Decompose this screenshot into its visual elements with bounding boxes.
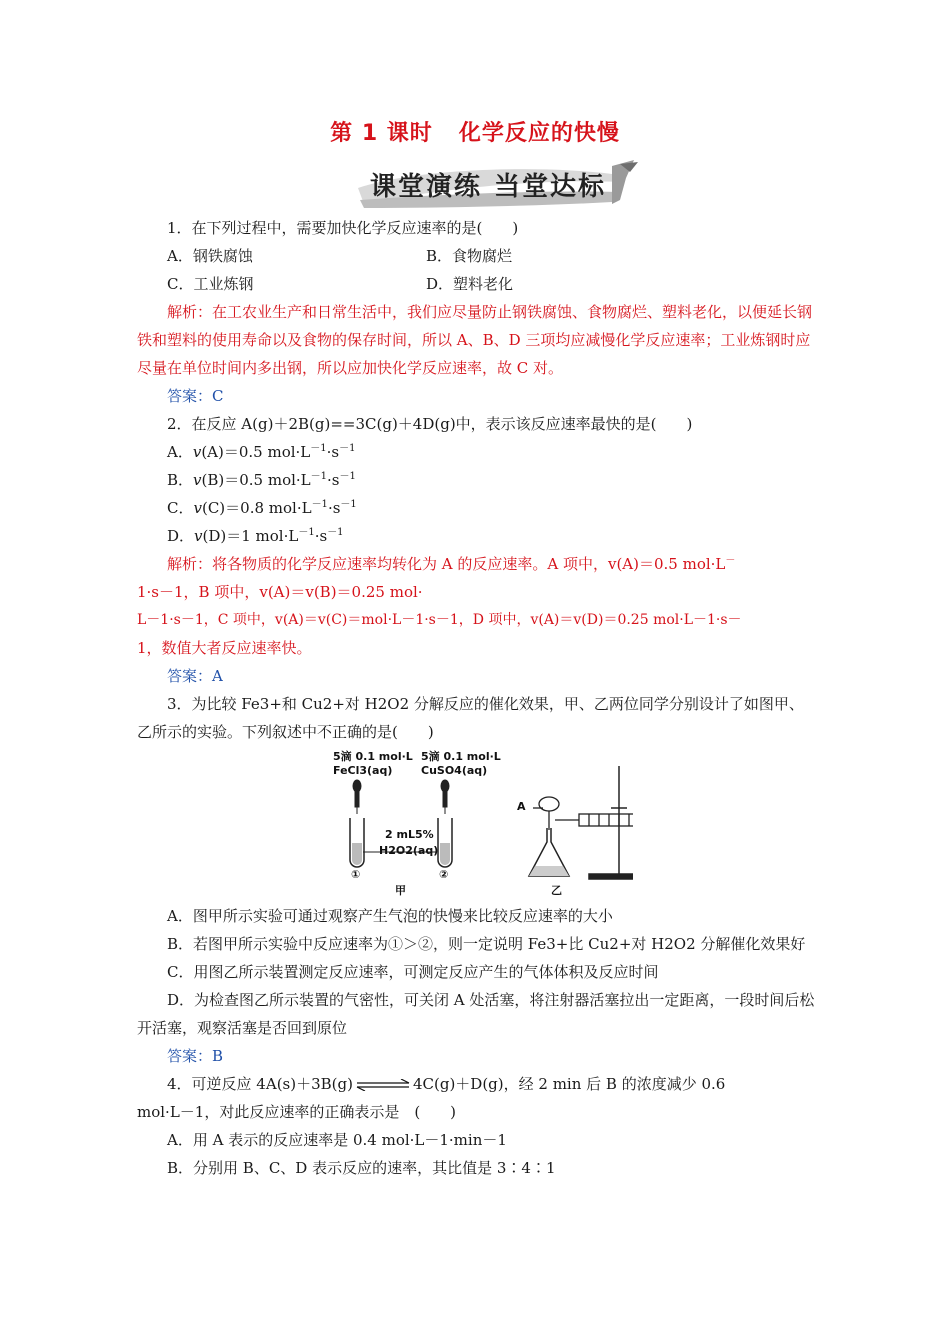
dropper-right-icon bbox=[441, 780, 449, 814]
conical-flask-icon bbox=[529, 828, 569, 876]
reversible-arrow-icon bbox=[355, 1079, 411, 1091]
option-value: (A)＝0.5 mol·L bbox=[201, 443, 311, 461]
rate-symbol: v bbox=[193, 471, 202, 489]
q4-stem-part-b: 4C(g)＋D(g)，经 2 min 后 B 的浓度减少 0.6 bbox=[412, 1075, 726, 1093]
q4-option-a: A．用 A 表示的反应速率是 0.4 mol·L－1·min－1 bbox=[167, 1131, 507, 1149]
unit-s: ·s bbox=[327, 471, 340, 489]
dropper-left-icon bbox=[353, 780, 361, 814]
exponent: －1 bbox=[298, 527, 315, 538]
q1-options-row-1 bbox=[137, 242, 817, 270]
q1-answer: 答案：C bbox=[167, 387, 224, 405]
q2-analysis-line-2: 1·s－1，B 项中，v(A)＝v(B)＝0.25 mol· bbox=[137, 583, 423, 601]
banner-text-b: 当堂达标 bbox=[494, 172, 607, 202]
q1-analysis: 解析：在工农业生产和日常生活中，我们应尽量防止钢铁腐蚀、食物腐烂、塑料老化，以便延长钢铁和塑料的使用寿命以及食物的保存时间，所以 A、B、D 三项均应减慢化学反应速率；工业炼钢时应尽量在单位时间内多出钢，所以应加快化学反应速率，故 C 对。 bbox=[137, 303, 813, 377]
q3-stem: 3．为比较 Fe3+和 Cu2+对 H2O2 分解反应的催化效果，甲、乙两位同学分别设计了如图甲、乙所示的实验。下列叙述中不正确的是( ) bbox=[137, 695, 804, 741]
lesson-number: 第 1 课时 bbox=[330, 121, 433, 146]
exponent: － bbox=[725, 555, 736, 566]
q2-equals-sign: == bbox=[330, 415, 356, 433]
q3-option-a: A．图甲所示实验可通过观察产生气泡的快慢来比较反应速率的大小 bbox=[167, 907, 613, 925]
q4-stem-line-2: mol·L－1，对此反应速率的正确表示是 ( ) bbox=[137, 1103, 457, 1121]
q2-option-b bbox=[137, 466, 817, 494]
q4-option-b: B．分别用 B、C、D 表示反应的速率，其比值是 3∶4∶1 bbox=[167, 1159, 556, 1177]
gas-syringe-icon bbox=[555, 812, 633, 828]
rate-symbol: v bbox=[192, 443, 202, 461]
banner-text-a: 课堂演练 bbox=[370, 172, 483, 202]
q3-option-d: D．为检查图乙所示装置的气密性，可关闭 A 处活塞，将注射器活塞拉出一定距离，一段时间后松开活塞，观察活塞是否回到原位 bbox=[137, 991, 815, 1037]
exponent: －1 bbox=[340, 499, 357, 510]
valve-a-label: A bbox=[517, 800, 526, 813]
question-content bbox=[137, 214, 817, 1182]
q4-stem-part-a: 4．可逆反应 4A(s)＋3B(g) bbox=[167, 1075, 353, 1093]
exponent: －1 bbox=[310, 443, 327, 454]
option-value: (B)＝0.5 mol·L bbox=[201, 471, 311, 489]
q3-option-c: C．用图乙所示装置测定反应速率，可测定反应产生的气体体积及反应时间 bbox=[167, 963, 659, 981]
middle-reagent-label-b: H2O2(aq) bbox=[379, 844, 439, 857]
right-reagent-label-a: 5滴 0.1 mol·L bbox=[421, 750, 501, 763]
q1-option-a: A．钢铁腐蚀 bbox=[167, 247, 253, 265]
q2-stem-part-a: 2．在反应 A(g)＋2B(g) bbox=[167, 415, 331, 433]
option-prefix: C． bbox=[167, 499, 194, 517]
figure-jia-label: 甲 bbox=[395, 884, 406, 897]
unit-s: ·s bbox=[326, 443, 340, 461]
option-prefix: D． bbox=[167, 527, 195, 545]
q2-stem-part-b: 3C(g)＋4D(g)中，表示该反应速率最快的是( ) bbox=[355, 415, 693, 433]
q2-analysis-text-1: 解析：将各物质的化学反应速率均转化为 A 的反应速率。A 项中，v(A)＝0.5 mol·L bbox=[167, 555, 726, 573]
lesson-topic: 化学反应的快慢 bbox=[458, 121, 620, 146]
q1-options-row-2 bbox=[137, 270, 817, 298]
section-banner bbox=[350, 160, 640, 212]
q1-option-d: D．塑料老化 bbox=[426, 275, 514, 293]
exponent: －1 bbox=[339, 471, 356, 482]
lesson-title bbox=[0, 116, 950, 147]
rate-symbol: v bbox=[194, 527, 203, 545]
option-value: (D)＝1 mol·L bbox=[202, 527, 299, 545]
option-value: (C)＝0.8 mol·L bbox=[201, 499, 312, 517]
q2-option-d bbox=[137, 522, 817, 550]
q2-option-c bbox=[137, 494, 817, 522]
option-prefix: A． bbox=[167, 443, 193, 461]
q3-answer: 答案：B bbox=[167, 1047, 224, 1065]
q3-figure bbox=[137, 748, 817, 900]
middle-reagent-label-a: 2 mL5% bbox=[385, 828, 434, 841]
test-tube-2-icon bbox=[438, 818, 452, 867]
experiment-diagram bbox=[333, 748, 633, 900]
q4-stem-line-1 bbox=[137, 1070, 817, 1098]
left-reagent-label-b: FeCl3(aq) bbox=[333, 764, 393, 777]
separatory-funnel-icon bbox=[533, 797, 559, 830]
exponent: －1 bbox=[310, 471, 328, 482]
figure-yi-label: 乙 bbox=[551, 884, 562, 897]
left-reagent-label-a: 5滴 0.1 mol·L bbox=[333, 750, 413, 763]
q1-stem: 1．在下列过程中，需要加快化学反应速率的是( ) bbox=[167, 219, 519, 237]
iron-stand-icon bbox=[589, 766, 633, 879]
rate-symbol: v bbox=[193, 499, 202, 517]
q1-option-c: C．工业炼钢 bbox=[167, 275, 254, 293]
q2-analysis-line-3: L－1·s－1，C 项中，v(A)＝v(C)＝mol·L－1·s－1，D 项中，v(A)＝v(D)＝0.25 mol·L－1·s－ bbox=[137, 612, 742, 628]
exponent: －1 bbox=[311, 499, 328, 510]
q2-stem bbox=[137, 410, 817, 438]
test-tube-1-icon bbox=[350, 818, 364, 867]
q2-answer: 答案：A bbox=[167, 667, 223, 685]
tube-2-label: ② bbox=[439, 868, 449, 881]
q3-option-b: B．若图甲所示实验中反应速率为①＞②，则一定说明 Fe3+比 Cu2+对 H2O2 分解催化效果好 bbox=[167, 935, 806, 953]
unit-s: ·s bbox=[314, 527, 328, 545]
exponent: －1 bbox=[339, 443, 356, 454]
q1-option-b: B．食物腐烂 bbox=[426, 247, 513, 265]
q2-option-a bbox=[137, 438, 817, 466]
exponent: －1 bbox=[327, 527, 344, 538]
banner-text bbox=[370, 166, 606, 203]
tube-1-label: ① bbox=[351, 868, 361, 881]
unit-s: ·s bbox=[327, 499, 341, 517]
option-prefix: B． bbox=[167, 471, 194, 489]
right-reagent-label-b: CuSO4(aq) bbox=[421, 764, 488, 777]
q2-analysis-line-1 bbox=[137, 550, 817, 578]
q2-analysis-line-4: 1，数值大者反应速率快。 bbox=[137, 639, 312, 657]
